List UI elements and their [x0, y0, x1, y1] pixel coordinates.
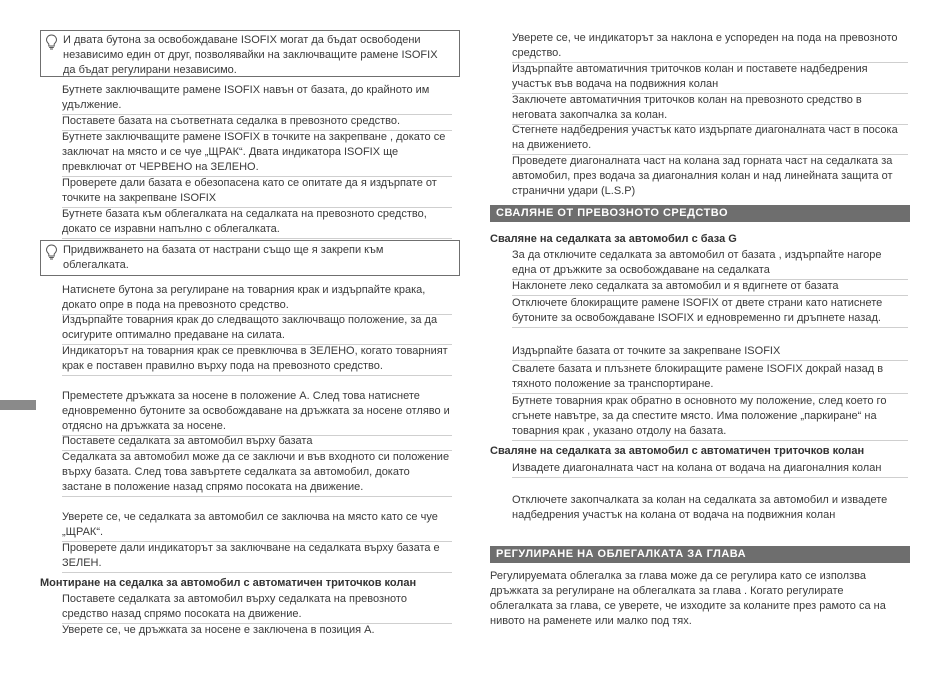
- lightbulb-icon: [45, 244, 58, 260]
- note-text: Придвижването на базата от настрани също ще я закрепи към облегалката.: [63, 244, 384, 271]
- step-item: Преместете дръжката за носене в положение A. След това натиснете едновременно бутоните за освобождаване на дръжката за носене отляво и отдясно на дръжката за носене.: [62, 389, 452, 436]
- subheading: Монтиране на седалка за автомобил с автоматичен триточков колан: [40, 577, 417, 589]
- step-item: Бутнете заключващите рамене ISOFIX навън от базата, до крайното им удължение.: [62, 83, 452, 115]
- step-item: Уверете се, че седалката за автомобил се заключва на място като се чуе „ЩРАК“.: [62, 510, 452, 542]
- step-item: Бутнете заключващите рамене ISOFIX в точките на закрепване , докато се заключат на място и се чуе „ЩРАК“. Двата индикатора ISOFIX ще превключат от ЧЕРВЕНО на ЗЕЛЕНО.: [62, 130, 452, 177]
- subheading: Сваляне на седалката за автомобил с база G: [490, 233, 737, 245]
- step-item: Проверете дали индикаторът за заключване на седалката върху базата е ЗЕЛЕН.: [62, 541, 452, 573]
- step-item: Издърпайте автоматичния триточков колан и поставете надбедрения участък във водача на подвижния колан: [512, 62, 908, 94]
- step-item: Поставете седалката за автомобил върху седалката на превозното средство назад спрямо посоката на движение.: [62, 592, 452, 624]
- step-item: Отключете блокиращите рамене ISOFIX от двете страни като натиснете бутоните за освобождаване ISOFIX и едновременно ги дръпнете назад.: [512, 296, 908, 328]
- step-item: Стегнете надбедрения участък като издърпате диагоналната част в посока на движението.: [512, 123, 908, 155]
- step-item: Наклонете леко седалката за автомобил и я вдигнете от базата: [512, 279, 908, 296]
- info-note: [40, 240, 460, 276]
- lightbulb-icon: [45, 34, 58, 50]
- step-item: Индикаторът на товарния крак се превключва в ЗЕЛЕНО, когато товарният крак е поставен правилно върху пода на превозното средство.: [62, 344, 452, 376]
- step-item: Поставете седалката за автомобил върху базата: [62, 434, 452, 451]
- step-item: Заключете автоматичния триточков колан на превозното средство в неговата закопчалка за колан.: [512, 93, 908, 125]
- step-item: Седалката за автомобил може да се заключи и във входното си положение върху базата. След това завъртете седалката за автомобил, докато застане в положение назад спрямо посоката на движение.: [62, 450, 452, 497]
- step-item: Издърпайте товарния крак до следващото заключващо положение, за да осигурите оптимално предаване на силата.: [62, 313, 452, 345]
- step-item: Бутнете базата към облегалката на седалката на превозното средство, докато се изравни напълно с облегалката.: [62, 207, 452, 239]
- page-edge-tab: [0, 400, 36, 410]
- step-item: Уверете се, че дръжката за носене е заключена в позиция A.: [62, 624, 375, 636]
- step-item: Извадете диагоналната част на колана от водача на диагоналния колан: [512, 461, 908, 478]
- paragraph: Регулируемата облегалка за глава може да се регулира като се използва дръжката за регулиране на облегалката за глава . Когато регулирате облегалката за глава, се уверете, че изходите за коланите през рамото са на нивото на раменете или малко под тях.: [490, 570, 886, 627]
- step-item: За да отключите седалката за автомобил от базата , издърпайте нагоре една от дръжките за освобождаване на седалката: [512, 248, 908, 280]
- section-header: РЕГУЛИРАНЕ НА ОБЛЕГАЛКАТА ЗА ГЛАВА: [490, 546, 910, 563]
- subheading: Сваляне на седалката за автомобил с автоматичен триточков колан: [490, 445, 865, 457]
- step-item: Натиснете бутона за регулиране на товарния крак и издърпайте крака, докато опре в пода на превозното средство.: [62, 283, 452, 315]
- step-item: Издърпайте базата от точките за закрепване ISOFIX: [512, 344, 908, 361]
- step-item: Проведете диагоналната част на колана зад горната част на седалката за автомобил, през водача за диагоналния колан и над линейната защита от странични удари (L.S.P): [512, 155, 893, 197]
- step-item: Свалете базата и плъзнете блокиращите рамене ISOFIX докрай назад в тяхното положение за транспортиране.: [512, 362, 908, 394]
- step-item: Уверете се, че индикаторът за наклона е успореден на пода на превозното средство.: [512, 31, 908, 63]
- step-item: Отключете закопчалката за колан на седалката за автомобил и извадете надбедрения участък на колана от водача на подвижния колан: [512, 494, 888, 521]
- step-item: Проверете дали базата е обезопасена като се опитате да я издърпате от точките на закрепване ISOFIX: [62, 176, 452, 208]
- step-item: Поставете базата на съответната седалка в превозното средство.: [62, 114, 452, 131]
- info-note: [40, 30, 460, 77]
- section-header: СВАЛЯНЕ ОТ ПРЕВОЗНОТО СРЕДСТВО: [490, 205, 910, 222]
- note-text: И двата бутона за освобождаване ISOFIX могат да бъдат освободени независимо един от друг, позволявайки на заключващите рамене ISOFIX да бъдат регулирани независимо.: [63, 34, 438, 76]
- step-item: Бутнете товарния крак обратно в основното му положение, след което го сгънете навътре, за да спестите място. Има положение „паркиране“ на товарния крак , указано отдолу на базата.: [512, 394, 908, 441]
